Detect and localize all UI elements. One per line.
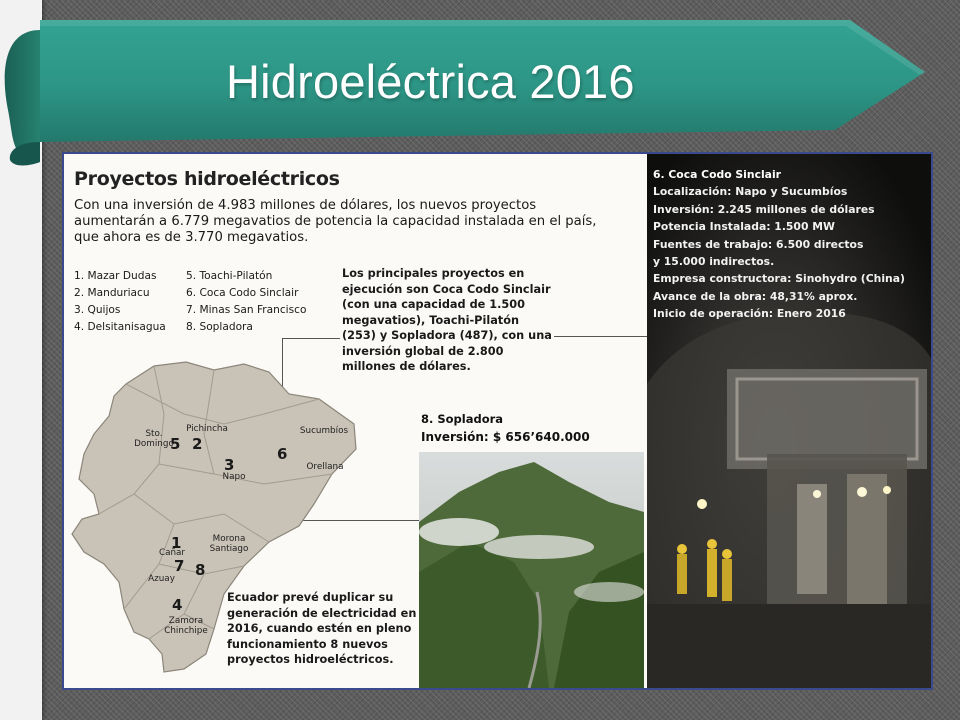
connector-line: [282, 338, 340, 339]
map-marker-8: 8: [195, 561, 206, 579]
coca-codo-title: 6. Coca Codo Sinclair: [653, 168, 781, 181]
project-list-right: [186, 268, 306, 336]
connector-line: [554, 336, 650, 337]
project-item: 4. Delsitanisagua: [74, 321, 166, 333]
map-marker-4: 4: [172, 596, 183, 614]
coca-codo-detail: Fuentes de trabajo: 6.500 directos: [653, 237, 864, 251]
map-label-azuay: Azuay: [148, 574, 175, 584]
sopladora-valley-photo: [419, 452, 644, 688]
project-item: 3. Quijos: [74, 304, 121, 316]
map-marker-2: 2: [192, 435, 203, 453]
infographic-intro: Con una inversión de 4.983 millones de dólares, los nuevos proyectos aumentarán a 6.779 megavatios de potencia la capacidad instalada en el país, que ahora es de 3.770 megavatios.: [74, 198, 597, 245]
map-label-zamora-chinchipe: Zamora Chinchipe: [164, 616, 208, 636]
coca-codo-details: [653, 166, 928, 323]
coca-codo-detail: Inversión: 2.245 millones de dólares: [653, 202, 875, 216]
map-marker-6: 6: [277, 445, 288, 463]
coca-codo-detail: Localización: Napo y Sucumbíos: [653, 185, 848, 199]
project-item: 1. Mazar Dudas: [74, 270, 157, 282]
map-label-orellana: Orellana: [306, 462, 344, 472]
coca-codo-detail: Inicio de operación: Enero 2016: [653, 307, 846, 321]
coca-codo-detail: Avance de la obra: 48,31% aprox.: [653, 289, 858, 303]
map-marker-7: 7: [174, 557, 185, 575]
coca-codo-detail: y 15.000 indirectos.: [653, 255, 775, 269]
sopladora-title: 8. Sopladora: [421, 412, 504, 426]
project-item: 6. Coca Codo Sinclair: [186, 287, 299, 299]
callout-ecuador-generation: Ecuador prevé duplicar su generación de electricidad en 2016, cuando estén en pleno funcionamiento 8 nuevos proyectos hidroeléctricos.: [227, 591, 417, 666]
infographic-heading: Proyectos hidroeléctricos: [74, 168, 340, 190]
coca-codo-detail: Empresa constructora: Sinohydro (China): [653, 272, 905, 286]
map-label-sucumbios: Sucumbíos: [299, 426, 349, 436]
map-label-canar: Cañar: [158, 548, 186, 558]
map-label-pichincha: Pichincha: [186, 424, 228, 434]
project-item: 8. Sopladora: [186, 321, 253, 333]
slide-title: Hidroeléctrica 2016: [226, 55, 635, 108]
project-item: 5. Toachi-Pilatón: [186, 270, 273, 282]
map-label-sto-domingo: Sto. Domingo: [134, 429, 174, 449]
coca-codo-detail: Potencia Instalada: 1.500 MW: [653, 220, 835, 234]
infographic-image: [62, 152, 933, 690]
map-label-morona-santiago: Morona Santiago: [209, 534, 249, 554]
coca-codo-panel: [647, 154, 933, 688]
map-marker-3: 3: [224, 456, 235, 474]
project-list-left: [74, 268, 166, 336]
callout-main-projects: Los principales proyectos en ejecución son Coca Codo Sinclair (con una capacidad de 1.500 megavatios), Toachi-Pilatón (253) y Sopladora (487), con una inversión global de 2.800 millones de dólares.: [342, 267, 552, 373]
project-item: 2. Manduriacu: [74, 287, 150, 299]
sopladora-investment: Inversión: $ 656’640.000: [421, 430, 590, 444]
map-label-napo: Napo: [222, 472, 246, 482]
map-marker-1: 1: [171, 534, 182, 552]
map-marker-5: 5: [170, 435, 181, 453]
project-item: 7. Minas San Francisco: [186, 304, 307, 316]
